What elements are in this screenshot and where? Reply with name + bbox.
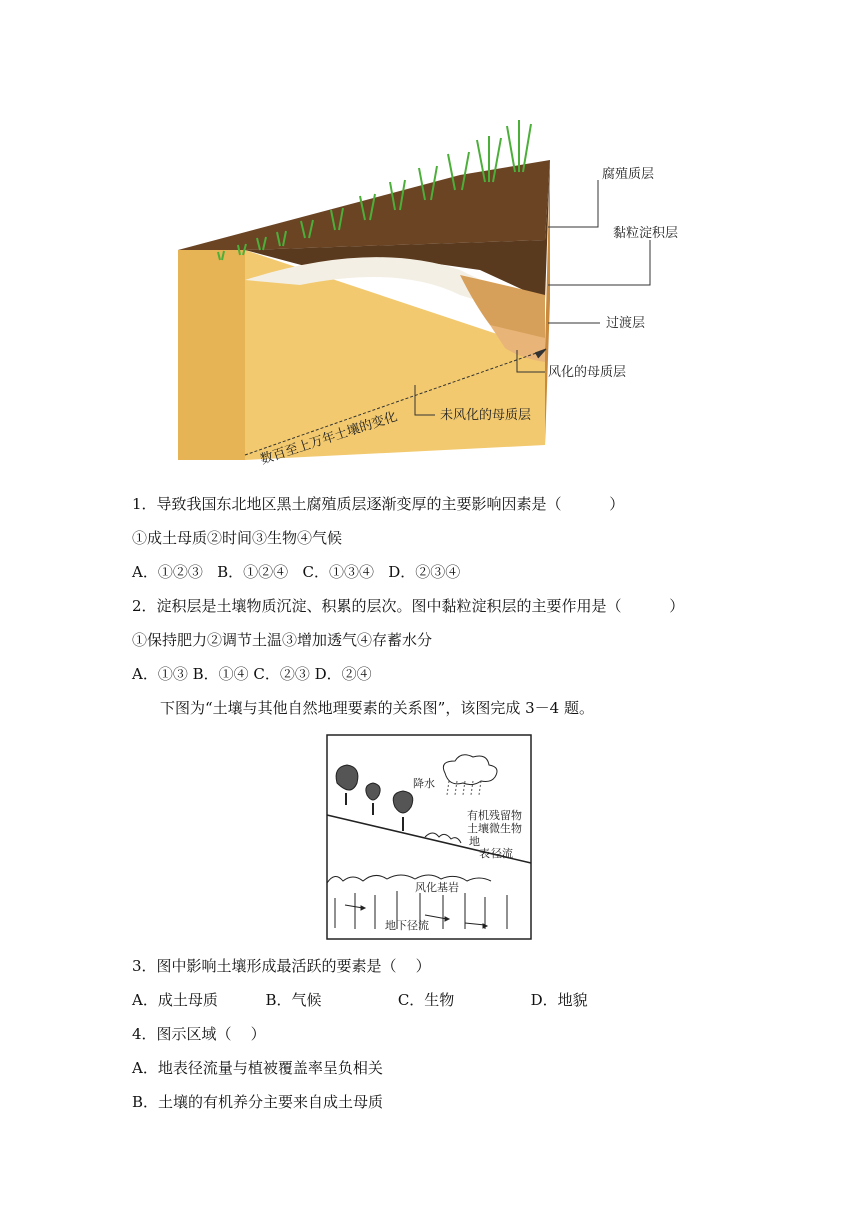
label-rain: 降水: [413, 777, 435, 790]
label-microbes: 土壤微生物: [467, 822, 522, 835]
label-bedrock: 风化基岩: [415, 881, 459, 894]
label-weathered: 风化的母质层: [548, 365, 627, 380]
label-transition: 过渡层: [606, 316, 646, 331]
question-2-stem: 2．淀积层是土壤物质沉淀、积累的层次。图中黏粒淀积层的主要作用是（ ）: [132, 597, 685, 615]
question-2-items: ①保持肥力②调节土温③增加透气④存蓄水分: [132, 631, 433, 649]
question-4-stem: 4．图示区域（ ）: [132, 1025, 266, 1043]
label-surface-b: 表: [479, 847, 490, 860]
question-3-stem: 3．图中影响土壤形成最活跃的要素是（ ）: [132, 957, 431, 975]
question-1-stem: 1．导致我国东北地区黑土腐殖质层逐渐变厚的主要影响因素是（ ）: [132, 495, 625, 513]
label-surface-a: 地: [469, 835, 480, 848]
soil-profile-figure: [160, 100, 680, 470]
label-surface-c: 径流: [491, 847, 513, 860]
question-1-options: A．①②③ B．①②④ C．①③④ D．②③④: [132, 563, 461, 581]
question-4-option-a: A．地表径流量与植被覆盖率呈负相关: [132, 1059, 383, 1077]
question-2-options: A．①③ B．①④ C．②③ D．②④: [132, 665, 372, 683]
soil-relationship-figure: [325, 733, 533, 941]
figure-intro: 下图为“土壤与其他自然地理要素的关系图”，该图完成 3－4 题。: [160, 699, 594, 717]
label-clay: 黏粒淀积层: [613, 226, 679, 241]
question-1-items: ①成土母质②时间③生物④气候: [132, 529, 343, 547]
label-humus: 腐殖质层: [602, 167, 655, 182]
label-organic: 有机残留物: [467, 809, 522, 822]
label-underground: 地下径流: [385, 919, 429, 932]
label-unweathered: 未风化的母质层: [440, 408, 532, 423]
label-timeline: 数百至上万年土壤的变化: [258, 409, 400, 468]
question-4-option-b: B．土壤的有机养分主要来自成土母质: [132, 1093, 384, 1111]
question-3-options: A．成土母质 B．气候 C．生物 D．地貌: [132, 991, 588, 1009]
